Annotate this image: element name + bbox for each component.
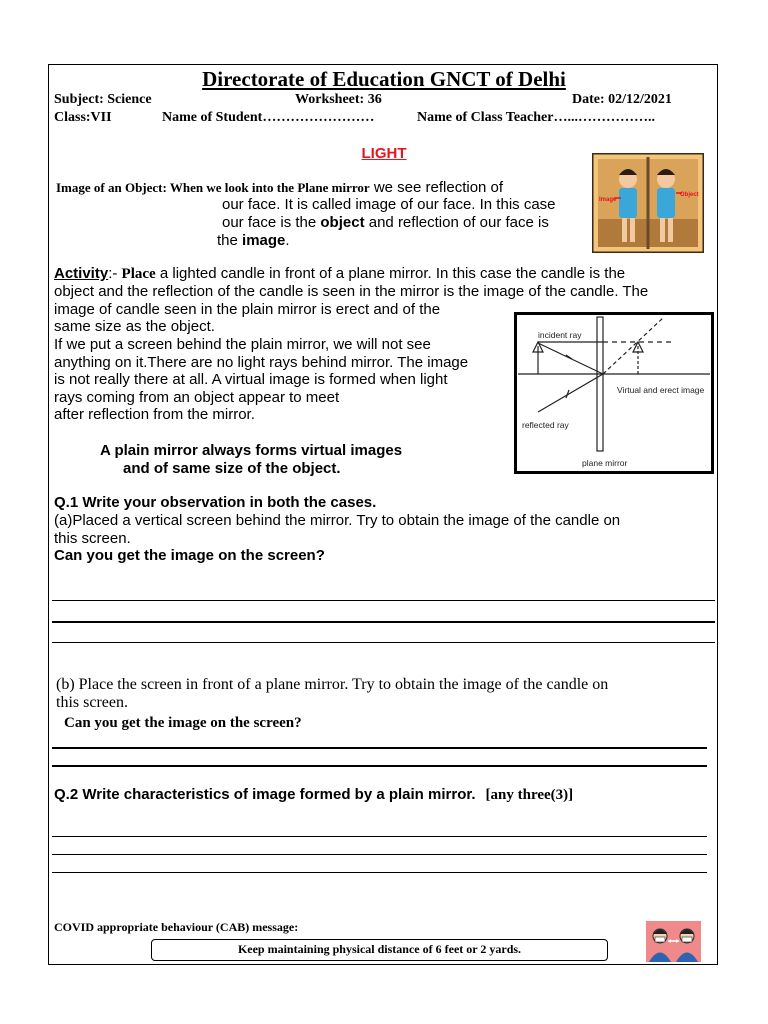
text-part: and reflection of our face is — [364, 214, 549, 231]
activity-label: Activity — [54, 265, 109, 282]
summary-line1: A plain mirror always forms virtual images — [100, 442, 403, 459]
image-of-object-line1 — [56, 179, 503, 198]
student-name-field: Name of Student…………………… — [162, 110, 375, 125]
answer-line[interactable] — [52, 765, 707, 767]
answer-line[interactable] — [52, 836, 707, 837]
activity-line8: rays coming from an object appear to meet — [54, 389, 340, 406]
plane-mirror-diagram — [514, 312, 714, 474]
activity-line5: If we put a screen behind the plain mirror, we will not see — [54, 336, 431, 353]
boy-mirror-illustration — [592, 153, 704, 253]
answer-line[interactable] — [52, 642, 715, 643]
q1-a-question: Can you get the image on the screen? — [54, 547, 325, 564]
social-distance-icon — [646, 921, 701, 962]
activity-line2: object and the reflection of the candle is seen in the mirror is the image of the candle. The — [54, 283, 649, 300]
image-of-object-text1: we see reflection of — [369, 179, 504, 196]
q1-a-line1: (a)Placed a vertical screen behind the mirror. Try to obtain the image of the candle on — [54, 512, 621, 529]
text-part: our face is the — [222, 214, 321, 231]
text-part: :- — [108, 265, 122, 282]
plane-mirror-label: plane mirror — [582, 458, 628, 468]
activity-line7: is not really there at all. A virtual image is formed when light — [54, 371, 448, 388]
reflected-ray-label: reflected ray — [522, 420, 569, 430]
activity-line1 — [54, 265, 625, 284]
answer-line[interactable] — [52, 600, 715, 601]
place-word: Place — [121, 266, 156, 282]
q1-a-line2: this screen. — [54, 530, 131, 547]
q1-b-question: Can you get the image on the screen? — [64, 715, 302, 731]
cab-message: Keep maintaining physical distance of 6 feet or 2 yards. — [151, 939, 608, 961]
image-of-object-line4 — [217, 232, 290, 250]
topic-heading: LIGHT — [361, 145, 407, 162]
document-title: Directorate of Education GNCT of Delhi — [202, 67, 566, 91]
illustration-image-label: Image — [599, 197, 617, 203]
cab-label: COVID appropriate behaviour (CAB) message: — [54, 920, 299, 934]
q2-line — [54, 786, 573, 804]
q2-note: [any three(3)] — [485, 787, 574, 803]
activity-line4: same size as the object. — [54, 318, 215, 335]
activity-line6: anything on it.There are no light rays behind mirror. The image — [54, 354, 469, 371]
q2-title: Q.2 Write characteristics of image formed by a plain mirror. — [54, 786, 476, 803]
answer-line[interactable] — [52, 872, 707, 873]
class-label: Class:VII — [54, 110, 112, 125]
illustration-object-label: Object — [680, 192, 699, 198]
worksheet-label: Worksheet: 36 — [295, 92, 382, 107]
answer-line[interactable] — [52, 747, 707, 749]
q1-b-line1: (b) Place the screen in front of a plane mirror. Try to obtain the image of the candle on — [56, 676, 609, 693]
text-part: a lighted candle in front of a plane mirror. In this case the candle is the — [155, 265, 626, 282]
summary-line2: and of same size of the object. — [123, 460, 341, 477]
q1-b-line2: this screen. — [56, 694, 128, 711]
teacher-name-field: Name of Class Teacher…...…………….. — [417, 110, 655, 125]
image-of-object-label: Image of an Object: When we look into the Plane mirror — [56, 180, 370, 195]
activity-line9: after reflection from the mirror. — [54, 406, 255, 423]
date-label: Date: 02/12/2021 — [572, 92, 672, 107]
incident-ray-label: incident ray — [538, 330, 582, 340]
object-term: object — [320, 214, 365, 231]
text-part: the — [217, 232, 243, 249]
activity-line3: image of candle seen in the plain mirror is erect and of the — [54, 301, 441, 318]
subject-label: Subject: Science — [54, 92, 152, 107]
virtual-image-label: Virtual and erect image — [617, 385, 705, 395]
text-part: . — [285, 232, 290, 249]
image-of-object-line3 — [222, 214, 549, 232]
answer-line[interactable] — [52, 621, 715, 623]
image-term: image — [242, 232, 286, 249]
image-of-object-line2: our face. It is called image of our face. In this case — [222, 196, 556, 213]
answer-line[interactable] — [52, 854, 707, 855]
q1-title: Q.1 Write your observation in both the cases. — [54, 494, 377, 511]
